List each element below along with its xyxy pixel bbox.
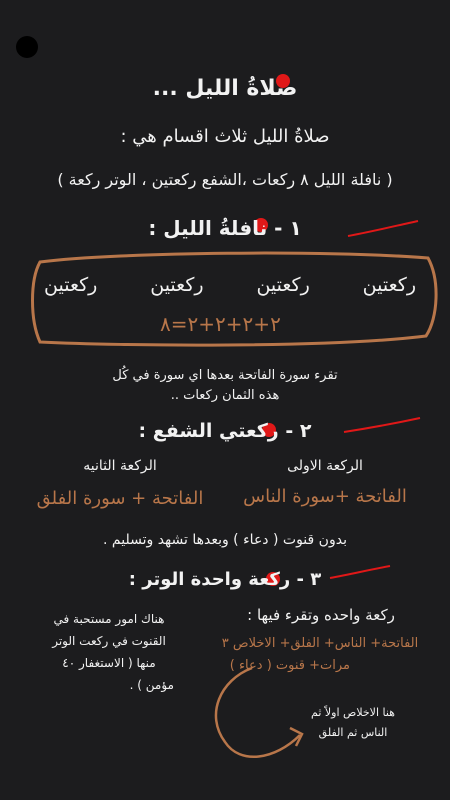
section1-note-1: تقرء سورة الفاتحة بعدها اي سورة في كُل [112,368,338,383]
section3-left-3: منها ( الاستغفار ٤٠ [62,656,156,670]
intro-line-1: صلاةُ الليل ثلاث اقسام هي : [120,126,330,147]
section2-second-label: الركعة الثانيه [83,458,157,474]
black-dot-icon [16,36,38,58]
section3-left-1: هناك امور مستحبة في [53,612,165,626]
page-title: صلاةُ الليل ... [152,76,298,101]
section1-note-2: هذه الثمان ركعات .. [170,388,280,403]
pair-label: ركعتين [256,274,310,296]
section1-pairs [44,274,416,296]
section2-first-label: الركعة الاولى [287,458,363,474]
pair-label: ركعتين [44,274,98,296]
intro-line-2: ( نافلة الليل ٨ ركعات ،الشفع ركعتين ، الوتر ركعة ) [57,170,393,189]
section1-formula: ٢+٢+٢+٢=٨ [160,312,281,336]
section1-heading: ١ - نافلةُ الليل : [148,216,302,240]
section3-right-2: الفاتحة+ الناس+ الفلق+ الاخلاص ٣ [221,636,419,651]
section3-bottom-2: الناس ثم الفلق [318,726,388,739]
pair-label: ركعتين [150,274,204,296]
section2-second-value: الفاتحة + سورة الفلق [36,488,204,509]
section2-note: بدون قنوت ( دعاء ) وبعدها تشهد وتسليم . [103,532,347,548]
section3-right-3: مرات+ قنوت ( دعاء ) [229,658,350,673]
section3-bottom-1: هنا الاخلاص اولاً ثم [311,706,395,719]
pair-label: ركعتين [362,274,416,296]
section3-heading: ٣ - ركعة واحدة الوتر : [128,569,322,590]
section2-heading: ٢ - ركعتي الشفع : [138,420,312,442]
section3-right-1: ركعة واحده وتقرء فيها : [247,606,395,624]
section3-left-4: مؤمن ) . [129,678,174,692]
section3-left-2: القنوت في ركعت الوتر [52,634,166,648]
section2-first-value: الفاتحة +سورة الناس [243,486,407,507]
